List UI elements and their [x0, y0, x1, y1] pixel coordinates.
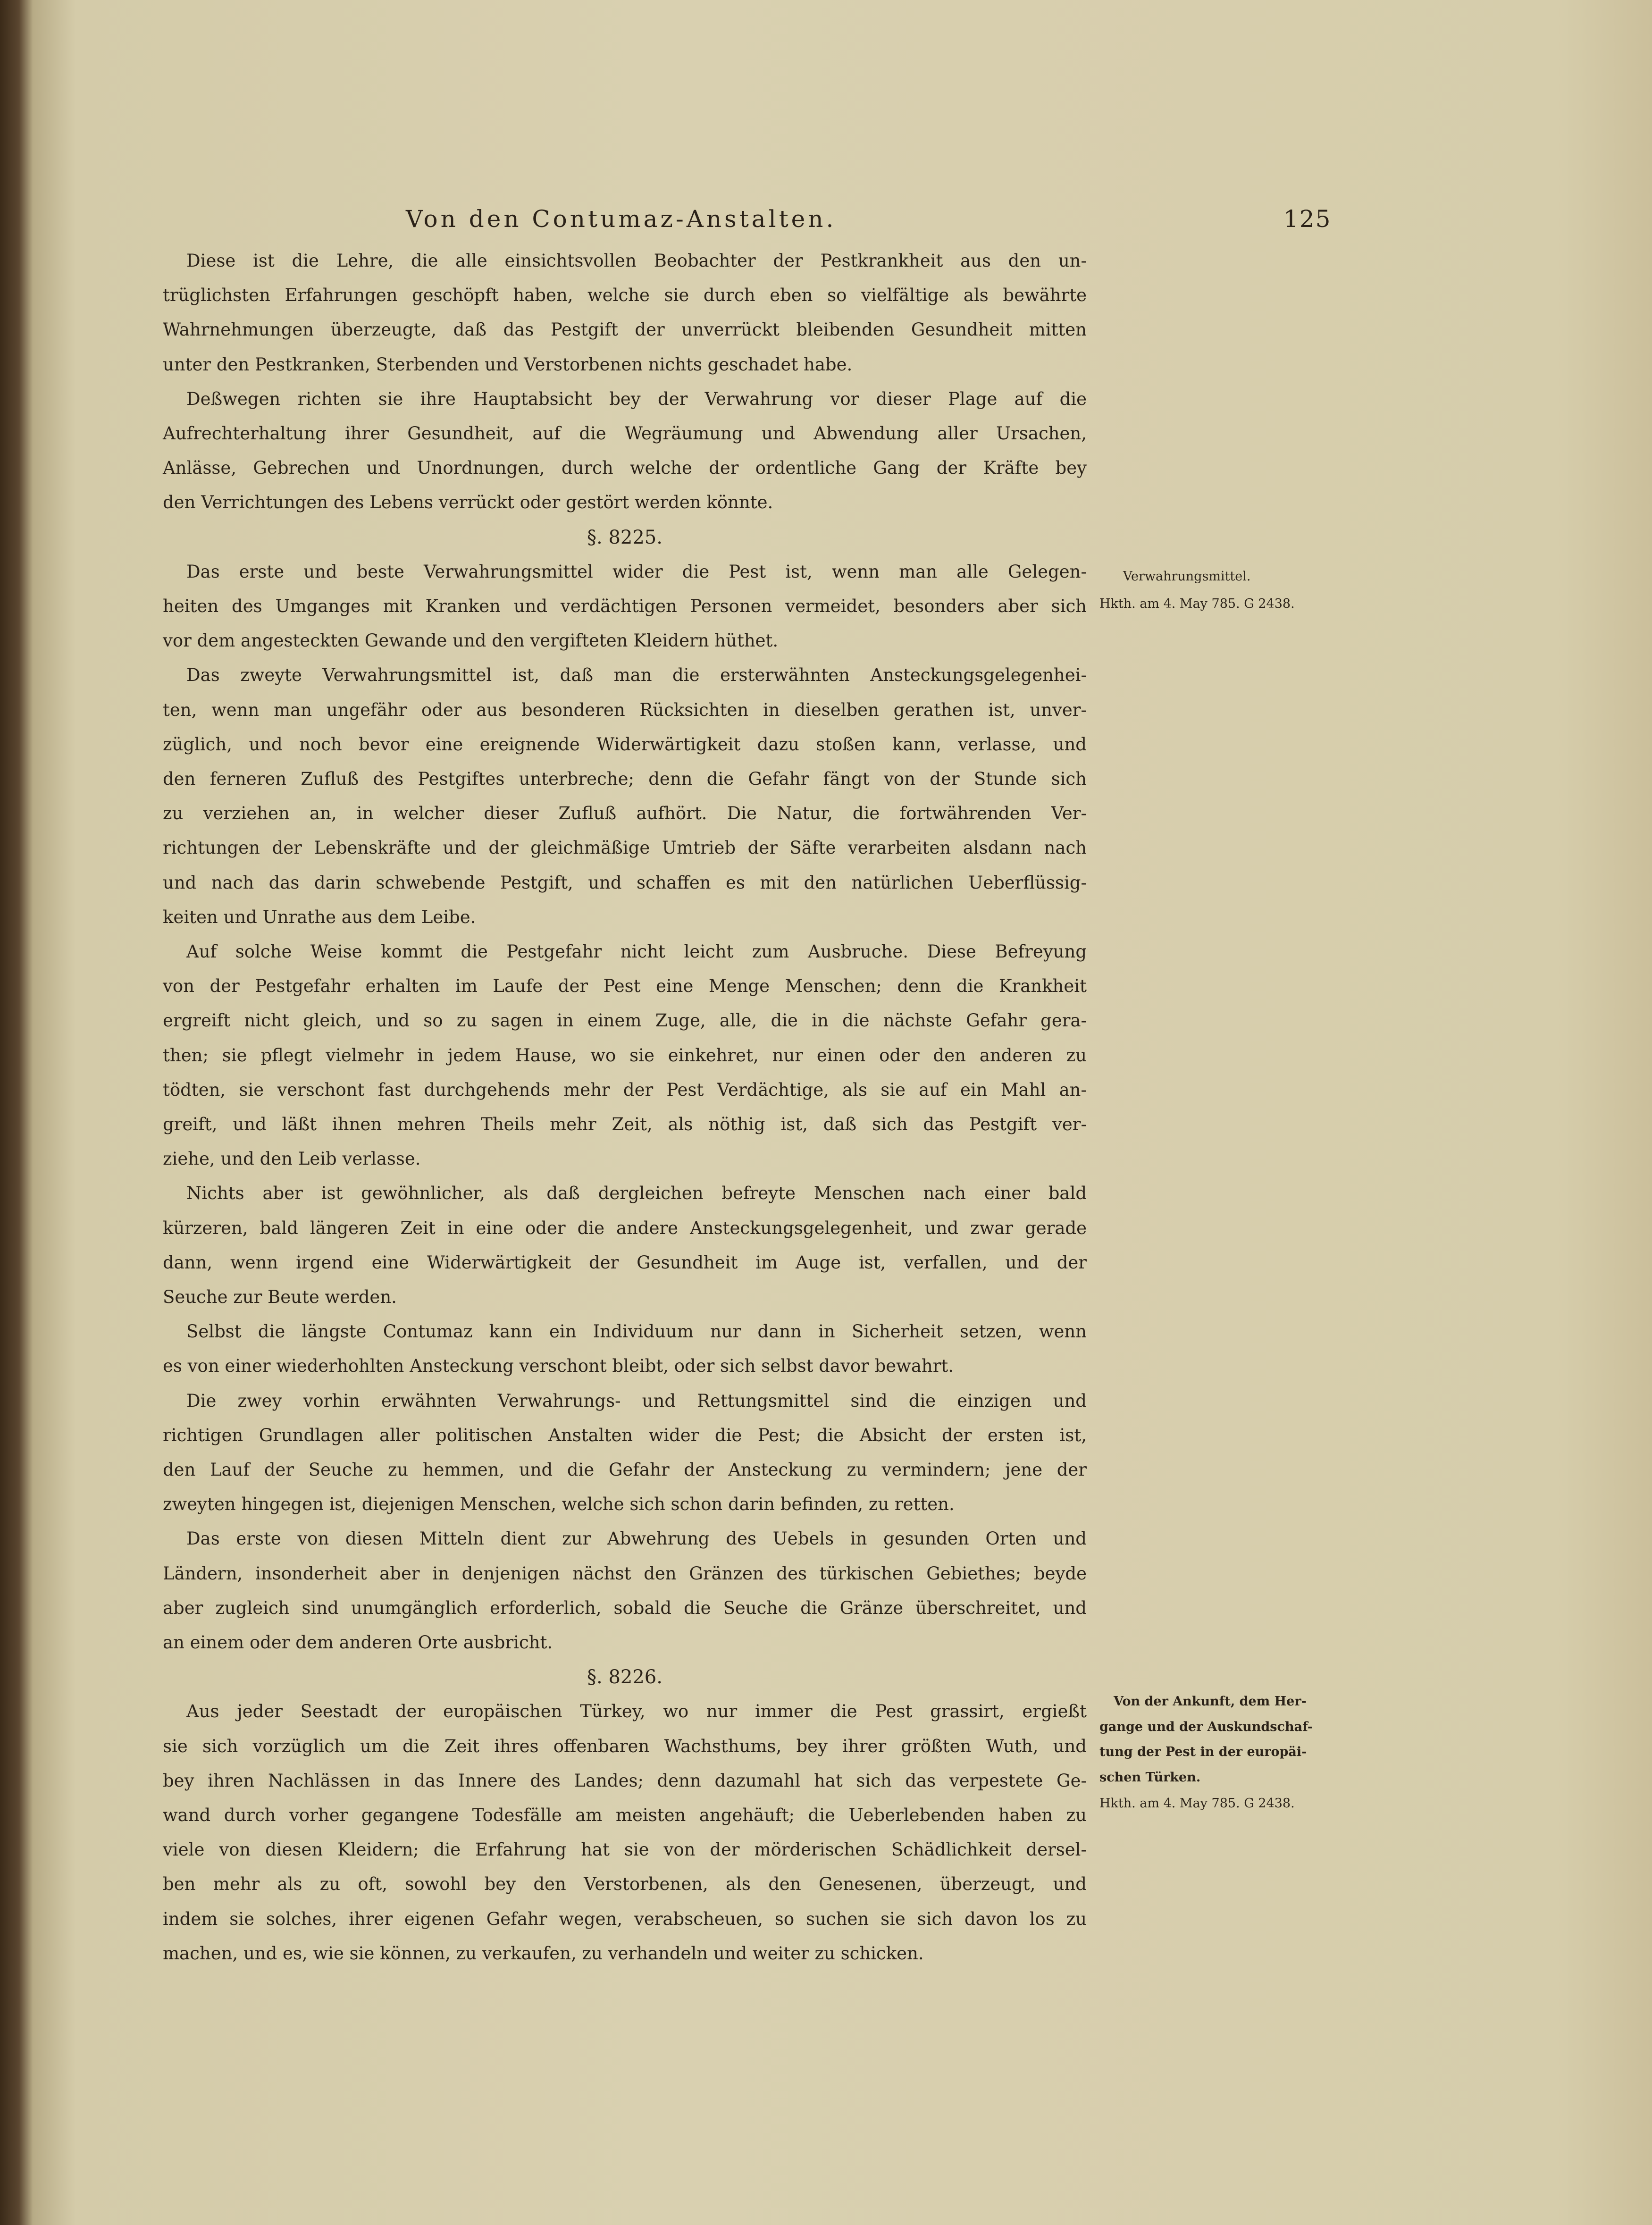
text-line: greift, und läßt ihnen mehren Theils mehr Zeit, als nöthig ist, daß sich das Pestgift ver- — [163, 1114, 1087, 1134]
text-line: züglich, und noch bevor eine ereignende Widerwärtigkeit dazu stoßen kann, verlasse, und — [163, 734, 1087, 755]
text-line: keiten und Unrathe aus dem Leibe. — [163, 907, 476, 927]
text-line: Wahrnehmungen überzeugte, daß das Pestgift der unverrückt bleibenden Gesundheit mitten — [163, 319, 1087, 340]
text-line: unter den Pestkranken, Sterbenden und Verstorbenen nichts geschadet habe. — [163, 354, 853, 375]
text-line: heiten des Umganges mit Kranken und verdächtigen Personen vermeidet, besonders aber sich — [163, 596, 1087, 616]
text-line: then; sie pflegt vielmehr in jedem Hause, wo sie einkehret, nur einen oder den anderen zu — [163, 1045, 1087, 1066]
text-line: ergreift nicht gleich, und so zu sagen in einem Zuge, alle, die in die nächste Gefahr gera- — [163, 1010, 1087, 1031]
text-line: Aus jeder Seestadt der europäischen Türkey, wo nur immer die Pest grassirt, ergießt — [186, 1701, 1087, 1722]
text-line: trüglichsten Erfahrungen geschöpft haben, welche sie durch eben so vielfältige als bewährte — [163, 285, 1087, 306]
text-line: den Verrichtungen des Lebens verrückt oder gestört werden könnte. — [163, 492, 773, 513]
text-line: vor dem angesteckten Gewande und den vergifteten Kleidern hüthet. — [163, 630, 779, 651]
text-line: und nach das darin schwebende Pestgift, und schaffen es mit den natürlichen Ueberflüssig- — [163, 872, 1087, 893]
text-line: Das erste von diesen Mitteln dient zur Abwehrung des Uebels in gesunden Orten und — [186, 1528, 1087, 1549]
text-line: wand durch vorher gegangene Todesfälle am meisten angehäuft; die Ueberlebenden haben zu — [163, 1805, 1087, 1825]
text-line: Das erste und beste Verwahrungsmittel wider die Pest ist, wenn man alle Gelegen- — [186, 561, 1087, 582]
text-line: machen, und es, wie sie können, zu verkaufen, zu verhandeln und weiter zu schicken. — [163, 1943, 924, 1964]
text-line: Das zweyte Verwahrungsmittel ist, daß man die ersterwähnten Ansteckungsgelegenhei- — [186, 665, 1087, 686]
text-line: zweyten hingegen ist, diejenigen Menschen, welche sich schon darin befinden, zu retten. — [163, 1494, 955, 1515]
text-line: Deßwegen richten sie ihre Hauptabsicht bey der Verwahrung vor dieser Plage auf die — [186, 388, 1087, 409]
text-line: ten, wenn man ungefähr oder aus besonderen Rücksichten in dieselben gerathen ist, unver- — [163, 699, 1087, 720]
text-line: es von einer wiederhohlten Ansteckung verschont bleibt, oder sich selbst davor bewahrt. — [163, 1356, 954, 1377]
text-line: Seuche zur Beute werden. — [163, 1287, 397, 1307]
text-line: kürzeren, bald längeren Zeit in eine oder die andere Ansteckungsgelegenheit, und zwar gerade — [163, 1217, 1087, 1238]
text-line: an einem oder dem anderen Orte ausbricht. — [163, 1632, 553, 1653]
text-line: viele von diesen Kleidern; die Erfahrung hat sie von der mörderischen Schädlichkeit dersel- — [163, 1839, 1087, 1860]
text-line: tödten, sie verschont fast durchgehends mehr der Pest Verdächtige, als sie auf ein Mahl an- — [163, 1079, 1087, 1100]
margin-note-line: schen Türken. — [1099, 1770, 1201, 1785]
text-line: indem sie solches, ihrer eigenen Gefahr wegen, verabscheuen, so suchen sie sich davon los zu — [163, 1908, 1087, 1929]
text-line: Diese ist die Lehre, die alle einsichtsvollen Beobachter der Pestkrankheit aus den un- — [186, 251, 1087, 271]
text-line: Auf solche Weise kommt die Pestgefahr nicht leicht zum Ausbruche. Diese Befreyung — [186, 941, 1087, 962]
text-line: richtigen Grundlagen aller politischen Anstalten wider die Pest; die Absicht der ersten ist, — [163, 1425, 1087, 1445]
margin-note-line: gange und der Auskundschaf- — [1099, 1720, 1313, 1734]
text-line: Nichts aber ist gewöhnlicher, als daß dergleichen befreyte Menschen nach einer bald — [186, 1183, 1087, 1204]
margin-note-line: Hkth. am 4. May 785. G 2438. — [1099, 1796, 1295, 1811]
text-line: den ferneren Zufluß des Pestgiftes unterbreche; denn die Gefahr fängt von der Stunde sich — [163, 769, 1087, 789]
section-heading: §. 8225. — [587, 526, 662, 548]
text-line: ziehe, und den Leib verlasse. — [163, 1149, 421, 1169]
text-line: Anlässe, Gebrechen und Unordnungen, durch welche der ordentliche Gang der Kräfte bey — [163, 458, 1087, 479]
section-heading: §. 8226. — [587, 1666, 662, 1688]
text-line: zu verziehen an, in welcher dieser Zufluß aufhört. Die Natur, die fortwährenden Ver- — [163, 803, 1087, 824]
margin-note-line: Hkth. am 4. May 785. G 2438. — [1099, 596, 1295, 611]
text-line: Die zwey vorhin erwähnten Verwahrungs- und Rettungsmittel sind die einzigen und — [186, 1390, 1087, 1411]
text-line: den Lauf der Seuche zu hemmen, und die Gefahr der Ansteckung zu vermindern; jene der — [163, 1460, 1087, 1480]
text-line: ben mehr als zu oft, sowohl bey den Verstorbenen, als den Genesenen, überzeugt, und — [163, 1874, 1087, 1895]
text-line: Ländern, insonderheit aber in denjenigen nächst den Gränzen des türkischen Gebiethes; beyde — [163, 1563, 1087, 1584]
text-line: richtungen der Lebenskräfte und der gleichmäßige Umtrieb der Säfte verarbeiten alsdann nach — [163, 838, 1087, 858]
text-line: sie sich vorzüglich um die Zeit ihres offenbaren Wachsthums, bey ihrer größten Wuth, und — [163, 1736, 1087, 1756]
margin-note-line: Verwahrungsmittel. — [1123, 569, 1251, 584]
text-line: dann, wenn irgend eine Widerwärtigkeit der Gesundheit im Auge ist, verfallen, und der — [163, 1252, 1087, 1273]
page-number: 125 — [1283, 205, 1332, 233]
text-line: Selbst die längste Contumaz kann ein Individuum nur dann in Sicherheit setzen, wenn — [186, 1321, 1087, 1342]
margin-note-line: tung der Pest in der europäi- — [1099, 1745, 1307, 1759]
text-line: bey ihren Nachlässen in das Innere des Landes; denn dazumahl hat sich das verpestete Ge- — [163, 1770, 1087, 1791]
running-title: Von den Contumaz-Anstalten. — [406, 205, 837, 233]
text-line: Aufrechterhaltung ihrer Gesundheit, auf die Wegräumung und Abwendung aller Ursachen, — [163, 423, 1087, 444]
text-line: von der Pestgefahr erhalten im Laufe der Pest eine Menge Menschen; denn die Krankheit — [163, 976, 1087, 997]
text-line: aber zugleich sind unumgänglich erforderlich, sobald die Seuche die Gränze überschreitet, und — [163, 1597, 1087, 1618]
margin-note-line: Von der Ankunft, dem Her- — [1114, 1694, 1307, 1709]
